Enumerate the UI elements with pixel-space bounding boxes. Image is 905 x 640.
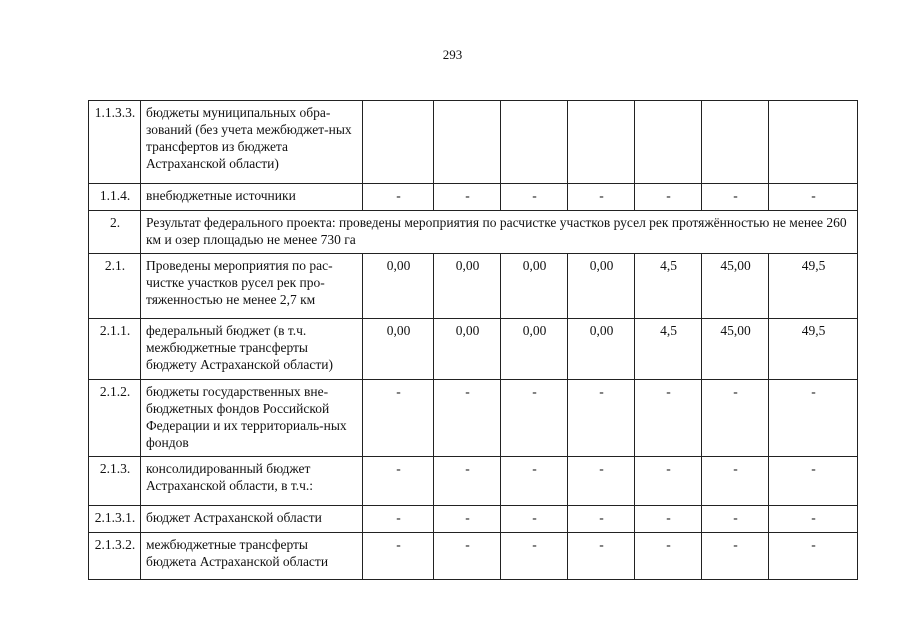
value-cell: 4,5: [635, 319, 702, 380]
value-cell: -: [501, 506, 568, 533]
row-label: внебюджетные источники: [141, 184, 363, 211]
table-row: [89, 380, 858, 457]
value-cell: 49,5: [769, 319, 858, 380]
value-cell: -: [501, 533, 568, 580]
row-label: бюджеты государственных вне-бюджетных фондов Российской Федерации и их территориаль-ных фондов: [141, 380, 363, 457]
value-cell: -: [702, 184, 769, 211]
row-label: Проведены мероприятия по рас-чистке участков русел рек про-тяженностью не менее 2,7 км: [141, 254, 363, 319]
row-label: бюджет Астраханской области: [141, 506, 363, 533]
value-cell: -: [501, 184, 568, 211]
row-label: межбюджетные трансферты бюджета Астраханской области: [141, 533, 363, 580]
value-cell: -: [568, 506, 635, 533]
value-cell: -: [702, 380, 769, 457]
value-cell: 0,00: [434, 319, 501, 380]
value-cell: 4,5: [635, 254, 702, 319]
value-cell: -: [635, 380, 702, 457]
value-cell: 0,00: [501, 254, 568, 319]
row-label: консолидированный бюджет Астраханской области, в т.ч.:: [141, 457, 363, 506]
value-cell: -: [363, 533, 434, 580]
value-cell: -: [434, 506, 501, 533]
table-row: [89, 101, 858, 184]
row-number: 1.1.3.3.: [89, 101, 141, 184]
value-cell: 0,00: [568, 254, 635, 319]
value-cell: 0,00: [501, 319, 568, 380]
value-cell: -: [635, 184, 702, 211]
value-cell: -: [702, 457, 769, 506]
page-number: 293: [442, 47, 463, 62]
row-number: 1.1.4.: [89, 184, 141, 211]
row-number: 2.1.2.: [89, 380, 141, 457]
row-label: федеральный бюджет (в т.ч. межбюджетные трансферты бюджету Астраханской области): [141, 319, 363, 380]
value-cell: -: [635, 506, 702, 533]
table-row: [89, 254, 858, 319]
table-row: [89, 319, 858, 380]
value-cell: -: [434, 380, 501, 457]
table-row: [89, 184, 858, 211]
row-number: 2.1.3.: [89, 457, 141, 506]
result-row: [89, 211, 858, 254]
value-cell: 0,00: [363, 319, 434, 380]
table-row: [89, 533, 858, 580]
row-number: 2.: [89, 211, 141, 254]
value-cell: -: [769, 506, 858, 533]
value-cell: -: [434, 184, 501, 211]
value-cell: -: [363, 380, 434, 457]
row-label: бюджеты муниципальных обра-зований (без учета межбюджет-ных трансфертов из бюджета Астраханской области): [141, 101, 363, 184]
value-cell: 49,5: [769, 254, 858, 319]
value-cell: 0,00: [363, 254, 434, 319]
value-cell: -: [635, 533, 702, 580]
value-cell: -: [568, 380, 635, 457]
value-cell: [363, 101, 434, 184]
row-number: 2.1.: [89, 254, 141, 319]
value-cell: -: [363, 457, 434, 506]
row-number: 2.1.1.: [89, 319, 141, 380]
value-cell: -: [635, 457, 702, 506]
value-cell: [702, 101, 769, 184]
value-cell: 45,00: [702, 254, 769, 319]
value-cell: [635, 101, 702, 184]
value-cell: -: [568, 457, 635, 506]
value-cell: -: [568, 184, 635, 211]
value-cell: -: [501, 380, 568, 457]
value-cell: -: [434, 457, 501, 506]
value-cell: -: [769, 184, 858, 211]
value-cell: -: [702, 533, 769, 580]
value-cell: 0,00: [568, 319, 635, 380]
value-cell: -: [568, 533, 635, 580]
value-cell: 0,00: [434, 254, 501, 319]
value-cell: [501, 101, 568, 184]
value-cell: -: [363, 184, 434, 211]
value-cell: -: [769, 457, 858, 506]
table-row: [89, 457, 858, 506]
value-cell: 45,00: [702, 319, 769, 380]
table-row: [89, 506, 858, 533]
value-cell: -: [769, 380, 858, 457]
value-cell: -: [434, 533, 501, 580]
value-cell: [769, 101, 858, 184]
budget-table: [88, 100, 858, 580]
row-number: 2.1.3.1.: [89, 506, 141, 533]
row-number: 2.1.3.2.: [89, 533, 141, 580]
value-cell: -: [769, 533, 858, 580]
value-cell: [434, 101, 501, 184]
value-cell: [568, 101, 635, 184]
value-cell: -: [501, 457, 568, 506]
result-description: Результат федерального проекта: проведены мероприятия по расчистке участков русел рек протяжённостью не менее 260 км и озер площадью не менее 730 га: [141, 211, 858, 254]
value-cell: -: [702, 506, 769, 533]
value-cell: -: [363, 506, 434, 533]
